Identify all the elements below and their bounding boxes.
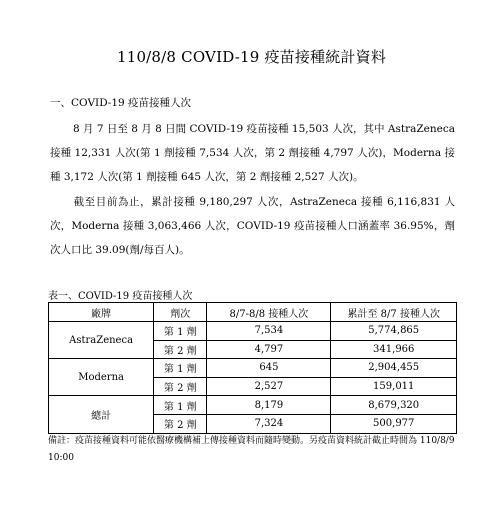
header-dose: 劑次 bbox=[154, 303, 207, 322]
period-cell: 8,179 bbox=[207, 396, 331, 415]
dose-cell: 第 1 劑 bbox=[154, 396, 207, 415]
cumulative-cell: 8,679,320 bbox=[331, 396, 457, 415]
period-cell: 4,797 bbox=[207, 340, 331, 359]
dose-cell: 第 1 劑 bbox=[154, 359, 207, 378]
cumulative-cell: 5,774,865 bbox=[331, 322, 457, 341]
section-heading: 一、COVID-19 疫苗接種人次 bbox=[50, 97, 192, 109]
cumulative-cell: 500,977 bbox=[331, 414, 457, 433]
table-caption: 表一、COVID-19 疫苗接種人次 bbox=[48, 291, 193, 302]
period-cell: 645 bbox=[207, 359, 331, 378]
period-cell: 7,534 bbox=[207, 322, 331, 341]
paragraph-cumulative-summary bbox=[50, 190, 455, 262]
dose-cell: 第 2 劑 bbox=[154, 377, 207, 396]
header-period: 8/7-8/8 接種人次 bbox=[207, 303, 331, 322]
brand-cell: 總計 bbox=[49, 396, 154, 433]
paragraph-cumulative-summary-text: 截至目前為止，累計接種 9,180,297 人次，AstraZeneca 接種 6,116,831 人次，Moderna 接種 3,063,466 人次，COVID-19 疫苗接種人口涵蓋率 36.95%，劑次人口比 39.09(劑/每百人)。 bbox=[50, 196, 455, 256]
table-row bbox=[49, 359, 457, 378]
vaccination-table bbox=[48, 302, 457, 434]
table-row bbox=[49, 322, 457, 341]
period-cell: 2,527 bbox=[207, 377, 331, 396]
brand-cell: Moderna bbox=[49, 359, 154, 396]
period-cell: 7,324 bbox=[207, 414, 331, 433]
footnote: 備註：疫苗接種資料可能依醫療機構補上傳接種資料而隨時變動。另疫苗資料統計截止時間為 110/8/9 10:00 bbox=[48, 436, 455, 463]
dose-cell: 第 1 劑 bbox=[154, 322, 207, 341]
dose-cell: 第 2 劑 bbox=[154, 340, 207, 359]
paragraph-daily-summary-text: 8 月 7 日至 8 月 8 日間 COVID-19 疫苗接種 15,503 人次，其中 AstraZeneca 接種 12,331 人次(第 1 劑接種 7,534 人次，第 2 劑接種 4,797 人次)，Moderna 接種 3,172 人次(第 1 劑接種 645 人次，第 2 劑接種 2,527 人次)。 bbox=[50, 123, 455, 183]
table-header-row bbox=[49, 303, 457, 322]
paragraph-daily-summary bbox=[50, 117, 455, 189]
document-title: 110/8/8 COVID-19 疫苗接種統計資料 bbox=[116, 48, 387, 66]
header-brand: 廠牌 bbox=[49, 303, 154, 322]
cumulative-cell: 341,966 bbox=[331, 340, 457, 359]
header-cumulative: 累計至 8/7 接種人次 bbox=[331, 303, 457, 322]
dose-cell: 第 2 劑 bbox=[154, 414, 207, 433]
cumulative-cell: 159,011 bbox=[331, 377, 457, 396]
cumulative-cell: 2,904,455 bbox=[331, 359, 457, 378]
table-row bbox=[49, 396, 457, 415]
brand-cell: AstraZeneca bbox=[49, 322, 154, 359]
